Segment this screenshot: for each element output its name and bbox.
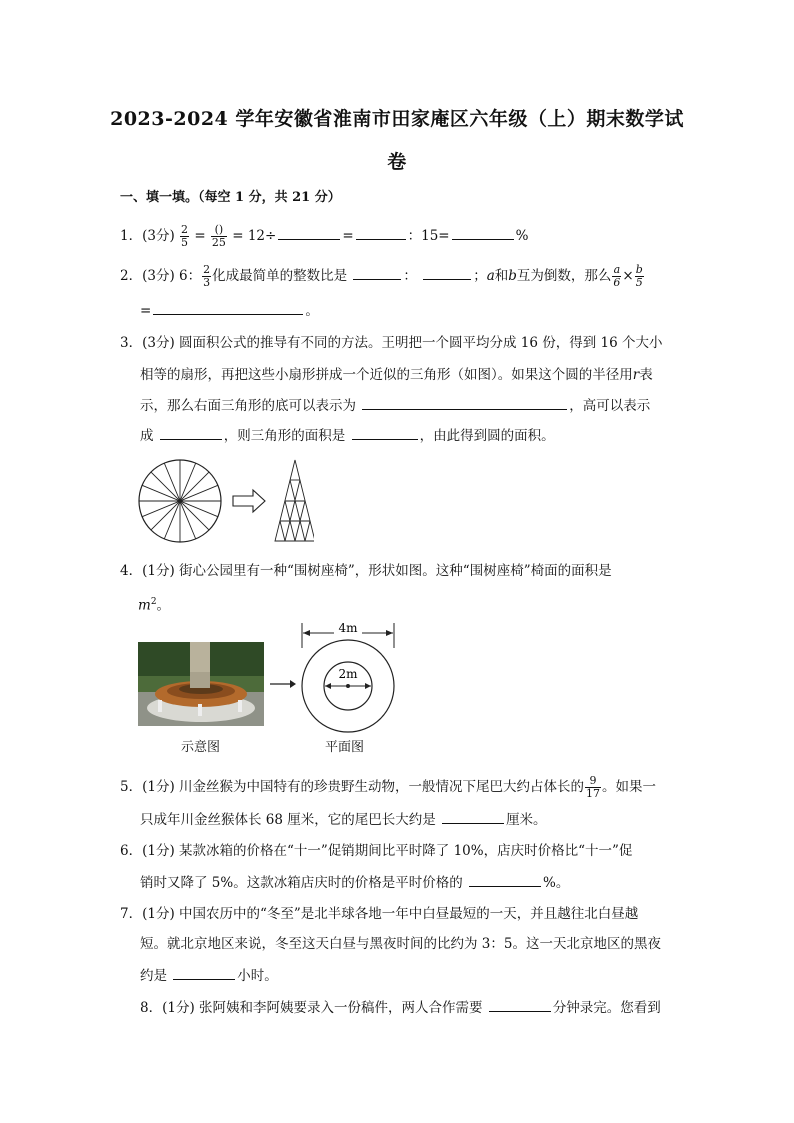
q1-blank-3[interactable] (452, 226, 514, 240)
q6-blank[interactable] (469, 873, 541, 887)
q3-blank-base[interactable] (362, 396, 567, 410)
q1-prefix: 1．(3分) (120, 228, 175, 244)
q1-fraction-2 (211, 224, 227, 249)
q1-text-2: = (342, 228, 354, 244)
q2-fraction (202, 264, 211, 289)
q2-var-a: a (486, 268, 495, 284)
q2-times: × (622, 268, 634, 284)
q5-line2 (140, 810, 547, 829)
q7-line1: 7．(1分) 中国农历中的“冬至”是北半球各地一年中白昼最短的一天，并且越往北白昼越 (120, 906, 639, 922)
q1-text-3: ：15= (407, 228, 450, 244)
q8-line1 (140, 998, 661, 1017)
q8-blank[interactable] (489, 998, 551, 1012)
q1-blank-1[interactable] (278, 226, 340, 240)
q6-line2 (140, 873, 569, 892)
q6-line1: 6．(1分) 某款冰箱的价格在“十一”促销期间比平时降了 10%，店庆时价格比“十一”促 (120, 843, 633, 859)
question-2 (120, 264, 645, 289)
question-1 (120, 224, 528, 249)
q3-line4-text-b: ，则三角形的面积是 (223, 428, 346, 444)
q5-text-4: 厘米。 (506, 812, 547, 828)
q2-f-num: 2 (203, 263, 211, 276)
q3-figure (134, 455, 314, 547)
q1-f2-den: 25 (211, 236, 226, 249)
q5-fraction (585, 775, 601, 800)
q1-equals: = (194, 228, 206, 244)
q3-line4-text-a: 成 (140, 428, 154, 444)
q2-var-b: b (508, 268, 517, 284)
q2-text-2: 互为倒数，那么 (516, 268, 612, 284)
arrow-icon (233, 490, 265, 512)
q1-fraction-1 (180, 224, 189, 249)
q3-line4 (140, 426, 555, 445)
q3-line4-text-c: ，由此得到圆的面积。 (419, 428, 555, 444)
sector-triangle (275, 460, 314, 541)
outer-diameter-label: 4m (338, 621, 358, 635)
q7-line3 (140, 966, 278, 985)
q2-fb-num: b (635, 263, 643, 276)
q8-text: 8．(1分) 张阿姨和李阿姨要录入一份稿件，两人合作需要 (140, 1000, 483, 1016)
q2-blank-2[interactable] (423, 266, 471, 280)
inner-diameter-label: 2m (338, 667, 358, 681)
q2-f-den: 3 (203, 276, 211, 289)
q5-line1 (120, 775, 656, 800)
q5-text-2: 。如果一 (602, 779, 657, 795)
q5-f-num: 9 (585, 775, 601, 788)
q4-unit-exponent: 2 (150, 597, 157, 607)
q2-colon: ： (403, 268, 417, 284)
q3-blank-area[interactable] (352, 426, 418, 440)
q3-line3-text: 示，那么右面三角形的底可以表示为 (140, 398, 356, 414)
q1-f1-den: 5 (181, 236, 189, 249)
q2-semicolon: ； (473, 268, 487, 284)
q1-percent: % (515, 228, 529, 244)
q2-text-1: 化成最简单的整数比是 (212, 268, 348, 284)
q1-blank-2[interactable] (356, 226, 406, 240)
caption-plan: 平面图 (325, 740, 365, 755)
q1-text-1: = 12÷ (232, 228, 277, 244)
q1-f1-num: 2 (181, 223, 189, 236)
q5-blank[interactable] (442, 810, 504, 824)
caption-schematic: 示意图 (181, 740, 221, 755)
q2-blank-1[interactable] (353, 266, 401, 280)
q4-line2 (138, 593, 170, 615)
q3-blank-height[interactable] (160, 426, 222, 440)
q5-text-3: 只成年川金丝猴体长 68 厘米，它的尾巴长大约是 (140, 812, 436, 828)
q2-fraction-a (612, 264, 621, 289)
q5-f-den: 17 (586, 787, 601, 800)
q2-fraction-b (635, 264, 644, 289)
q2-fb-den: 5 (635, 276, 643, 289)
section-heading: 一、填一填。（每空 1 分，共 21 分） (120, 190, 341, 205)
q7-blank[interactable] (173, 966, 235, 980)
exam-title-line2: 卷 (387, 151, 407, 173)
q2-blank-3[interactable] (153, 301, 303, 315)
q2-fa-den: 6 (613, 276, 621, 289)
q1-f2-num: () (211, 224, 227, 237)
q4-unit: m (138, 597, 151, 614)
q6-text: 销时又降了 5%。这款冰箱店庆时的价格是平时价格的 (140, 875, 463, 891)
q4-line1: 4．(1分) 街心公园里有一种“围树座椅”，形状如图。这种“围树座椅”椅面的面积是 (120, 563, 612, 579)
sectored-circle (139, 460, 221, 542)
q6-end: %。 (543, 875, 570, 891)
tree-bench-photo (138, 642, 264, 726)
q3-line3-end: ，高可以表示 (569, 398, 651, 414)
q8-end: 分钟录完。您看到 (552, 1000, 661, 1016)
q2-fa-num: a (613, 263, 621, 276)
right-arrow-icon (270, 678, 296, 690)
q3-line3 (140, 396, 650, 415)
q5-text-1: 5．(1分) 川金丝猴为中国特有的珍贵野生动物，一般情况下尾巴大约占体长的 (120, 779, 585, 795)
q2-equals: = (140, 303, 152, 319)
q7-line2: 短。就北京地区来说，冬至这天白昼与黑夜时间的比约为 3：5。这一天北京地区的黑夜 (140, 936, 661, 952)
q3-var-r: r (632, 367, 640, 383)
q3-line2-text: 相等的扇形，再把这些小扇形拼成一个近似的三角形（如图）。如果这个圆的半径用 (140, 367, 633, 383)
q4-end: 。 (156, 597, 171, 614)
q2-end: 。 (305, 303, 319, 319)
q3-line2-end: 表 (639, 367, 653, 383)
question-2-line2 (140, 301, 319, 320)
q2-prefix: 2．(3分) 6： (120, 268, 202, 284)
plan-view-figure (298, 618, 400, 740)
q7-end: 小时。 (237, 968, 278, 984)
q2-and: 和 (494, 268, 509, 284)
q3-line2 (140, 366, 653, 384)
q3-line1: 3．(3分) 圆面积公式的推导有不同的方法。王明把一个圆平均分成 16 份，得到 16 个大小 (120, 335, 663, 351)
q7-text: 约是 (140, 968, 167, 984)
exam-title-line1: 2023-2024 学年安徽省淮南市田家庵区六年级（上）期末数学试 (110, 108, 684, 130)
